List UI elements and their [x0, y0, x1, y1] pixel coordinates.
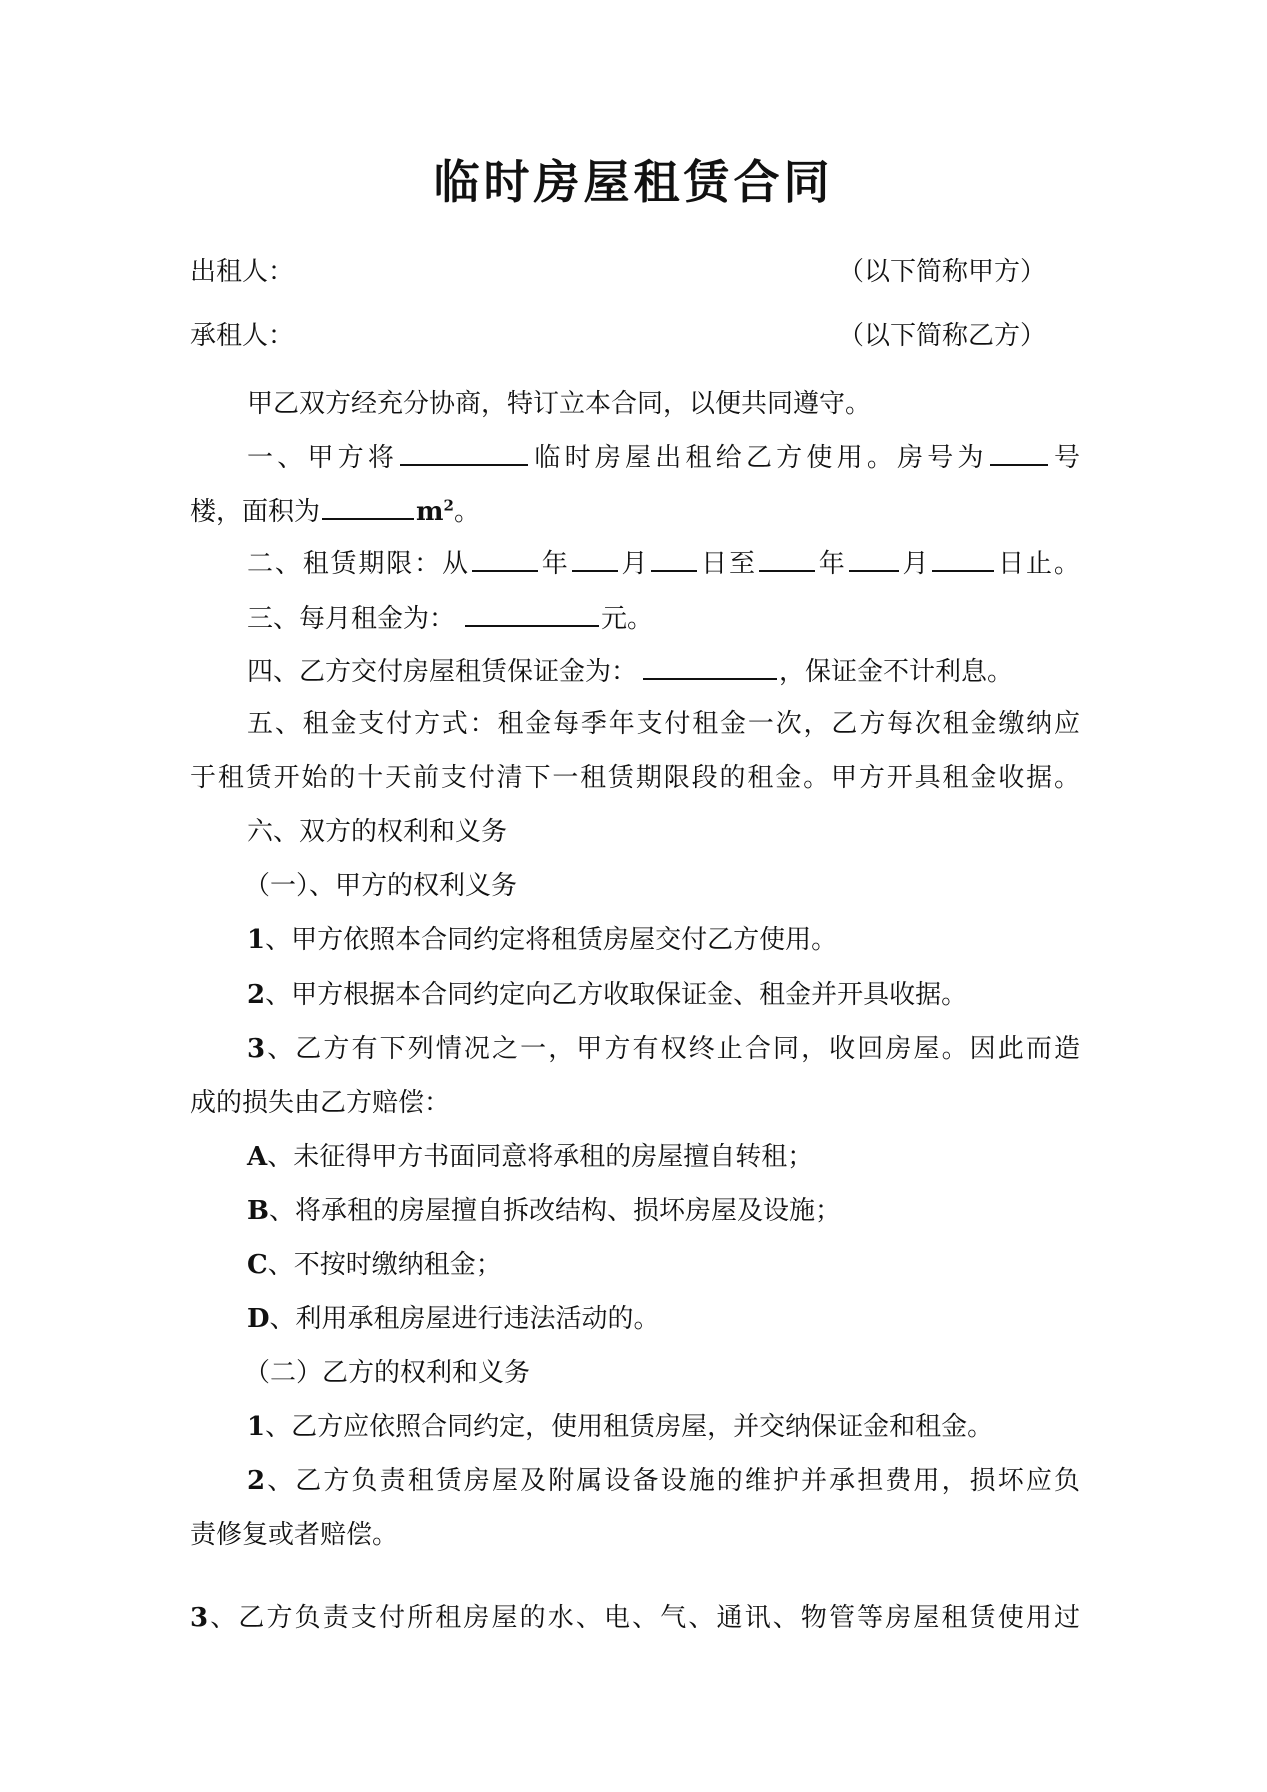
start-day-label: 日至 — [699, 549, 757, 579]
location-blank — [400, 436, 528, 466]
deposit-blank — [643, 650, 777, 680]
part-a-item-b: B、将承租的房屋擅自拆改结构、损坏房屋及设施； — [247, 1196, 841, 1226]
monthly-rent-blank — [465, 597, 599, 627]
part-a-item-c: C、不按时缴纳租金； — [247, 1250, 502, 1280]
part-a-item-1: 1、甲方依照本合同约定将租赁房屋交付乙方使用。 — [247, 925, 838, 955]
clause-4 — [247, 650, 1080, 692]
area-blank — [322, 490, 414, 520]
clause-3-unit: 元。 — [601, 604, 654, 634]
part-b-item-2-line-2: 责修复或者赔偿。 — [190, 1520, 399, 1550]
area-unit: $m^2$ — [416, 496, 454, 527]
lessee-note: （以下简称乙方） — [838, 321, 1047, 351]
part-b-item-2-line-1: 2、乙方负责租赁房屋及附属设备设施的维护并承担费用，损坏应负 — [247, 1466, 1080, 1496]
clause-5-line-1: 五、租金支付方式：租金每季年支付租金一次，乙方每次租金缴纳应 — [247, 709, 1080, 739]
clause-1-text-d: 楼，面积为 — [190, 497, 321, 527]
clause-1-text-a: 一、甲方将 — [247, 443, 399, 473]
clause-4-note: ，保证金不计利息。 — [779, 657, 1014, 687]
clause-1-text-b: 临时房屋出租给乙方使用。房号为 — [530, 443, 988, 473]
clause-1-text-e: 。 — [453, 497, 480, 527]
clause-3-text: 三、每月租金为： — [247, 604, 456, 634]
part-a-item-2: 2、甲方根据本合同约定向乙方收取保证金、租金并开具收据。 — [247, 980, 968, 1010]
clause-2-text: 二、租赁期限：从 — [247, 549, 470, 579]
part-a-heading: （一）、甲方的权利义务 — [244, 871, 518, 901]
end-year-label: 年 — [816, 549, 847, 579]
clause-6-heading: 六、双方的权利和义务 — [247, 817, 508, 847]
end-day-label: 日止。 — [996, 549, 1080, 579]
start-year-label: 年 — [539, 549, 570, 579]
document-title: 临时房屋租赁合同 — [433, 155, 834, 209]
clause-2 — [247, 542, 1080, 584]
clause-1-text-c: 号 — [1049, 443, 1080, 473]
lessor-label: 出租人： — [190, 257, 295, 287]
start-year-blank — [472, 542, 538, 572]
clause-1-line-2 — [190, 490, 1080, 532]
end-year-blank — [759, 542, 815, 572]
clause-5-line-2: 于租赁开始的十天前支付清下一租赁期限段的租金。甲方开具租金收据。 — [190, 763, 1080, 793]
clause-1-line-1 — [247, 436, 1080, 478]
end-day-blank — [932, 542, 994, 572]
end-month-label: 月 — [900, 549, 931, 579]
part-b-item-1: 1、乙方应依照合同约定，使用租赁房屋，并交纳保证金和租金。 — [247, 1412, 994, 1442]
part-a-item-3-line-2: 成的损失由乙方赔偿： — [190, 1088, 451, 1118]
part-b-item-3-line-1: 3、乙方负责支付所租房屋的水、电、气、通讯、物管等房屋租赁使用过 — [190, 1603, 1080, 1633]
clause-3 — [247, 597, 1080, 639]
end-month-blank — [849, 542, 899, 572]
start-month-label: 月 — [619, 549, 650, 579]
room-number-blank — [990, 436, 1048, 466]
clause-4-text: 四、乙方交付房屋租赁保证金为： — [247, 657, 638, 687]
part-a-item-d: D、利用承租房屋进行违法活动的。 — [247, 1304, 660, 1334]
preamble: 甲乙双方经充分协商，特订立本合同，以便共同遵守。 — [247, 389, 872, 419]
part-a-item-a: A、未征得甲方书面同意将承租的房屋擅自转租； — [247, 1142, 814, 1172]
lessor-note: （以下简称甲方） — [838, 257, 1047, 287]
start-month-blank — [572, 542, 618, 572]
start-day-blank — [651, 542, 697, 572]
part-b-heading: （二）乙方的权利和义务 — [244, 1358, 531, 1388]
part-a-item-3-line-1: 3、乙方有下列情况之一，甲方有权终止合同，收回房屋。因此而造 — [247, 1034, 1080, 1064]
lessee-label: 承租人： — [190, 321, 295, 351]
